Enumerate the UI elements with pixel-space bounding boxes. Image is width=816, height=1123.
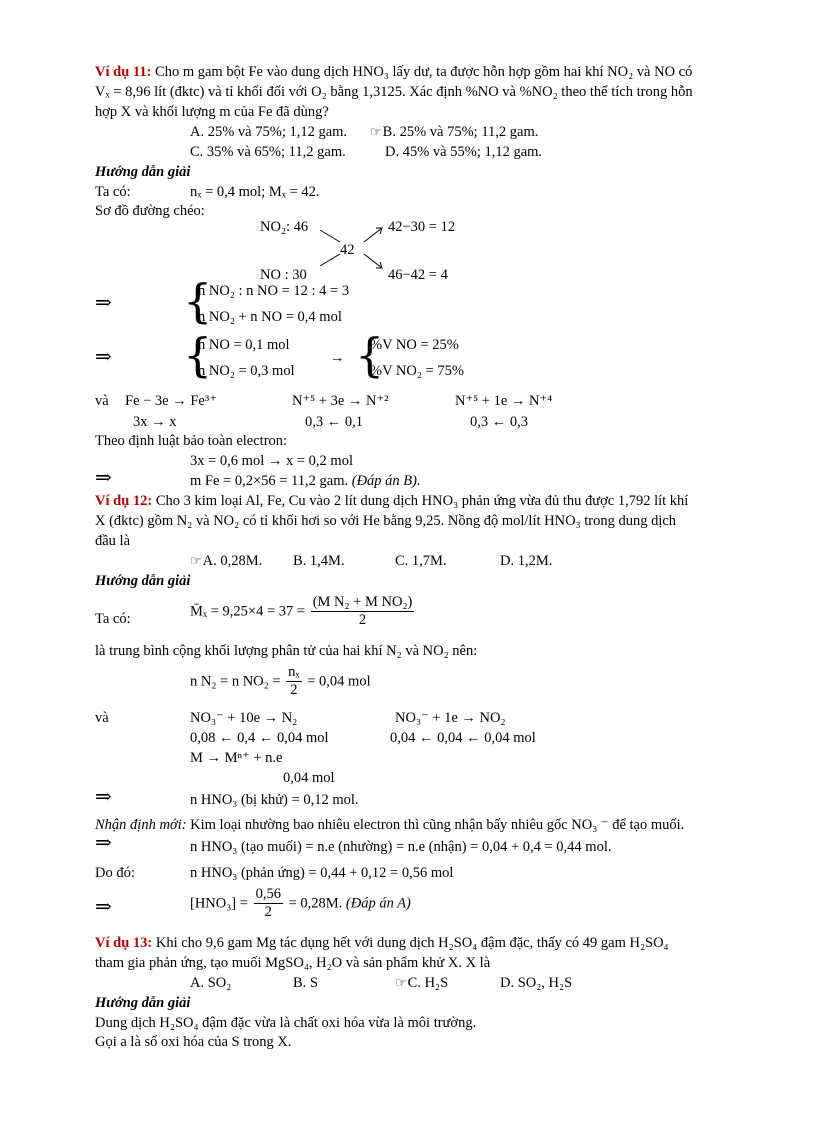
reaction-fe-moles: 3x → x: [133, 414, 177, 430]
half-reaction-n2-moles: 0,08 ← 0,4 ← 0,04 mol: [190, 730, 329, 746]
system-3-line-2: %V NO₂ = 75%: [370, 363, 464, 379]
example-13-option-a: A. SO₂: [190, 975, 232, 991]
reaction-n2-moles: 0,3 ← 0,1: [305, 414, 363, 430]
example-11-option-b: ☞B. 25% và 75%; 11,2 gam.: [370, 124, 539, 140]
answer-pointer-icon: ☞: [370, 124, 382, 139]
example-11-ta-co: Ta có:: [95, 184, 131, 200]
example-11-question-line-1: Ví dụ 11: Cho m gam bột Fe vào dung dịch HNO₃ lấy dư, ta được hỗn hợp gồm hai khí NO₂ và NO có: [95, 64, 693, 80]
example-12-label: Ví dụ 12:: [95, 493, 153, 509]
example-13-question-line-1: Ví dụ 13: Khi cho 9,6 gam Mg tác dụng hết với dung dịch H₂SO₄ đậm đặc, thấy có 49 gam H₂SO₄: [95, 935, 669, 951]
implies-arrow: ⇒: [95, 832, 112, 854]
hno3-salt: n HNO₃ (tạo muối) = n.e (nhường) = n.e (nhận) = 0,04 + 0,4 = 0,44 mol.: [190, 839, 612, 855]
example-13-line-1: Dung dịch H₂SO₄ đậm đặc vừa là chất oxi hóa vừa là môi trường.: [95, 1015, 477, 1031]
half-reaction-n2: NO₃⁻ + 10e → N₂: [190, 710, 298, 726]
example-13-question-line-2: tham gia phản ứng, tạo muối MgSO₄, H₂O và sản phẩm khử X. X là: [95, 955, 491, 971]
hno3-concentration: [HNO₃] = $\frac{0,56}{2}$ = 0,28M. (Đáp án A): [190, 886, 411, 920]
hno3-total: n HNO₃ (phản ứng) = 0,44 + 0,12 = 0,56 mol: [190, 865, 454, 881]
brace-system-2: {: [183, 328, 213, 382]
example-11-option-d: D. 45% và 55%; 1,12 gam.: [385, 144, 543, 160]
example-12-option-b: B. 1,4M.: [293, 553, 345, 569]
answer-pointer-icon: ☞: [190, 553, 202, 568]
system-3-line-1: %V NO = 25%: [370, 337, 459, 353]
diagram-cross-arrows: [318, 224, 388, 274]
diagram-result-1: 42−30 = 12: [388, 219, 456, 235]
example-13-option-c: ☞C. H₂S: [395, 975, 449, 991]
hno3-reduced: n HNO₃ (bị khử) = 0,12 mol.: [190, 792, 359, 808]
example-11-question-line-3: hợp X và khối lượng m của Fe đã dùng?: [95, 104, 329, 120]
example-11-option-c: C. 35% và 65%; 11,2 gam.: [190, 144, 346, 160]
moles-n2-no2: n N₂ = n NO₂ = $\frac{\text{nₓ}}{2}$ = 0,04 mol: [190, 664, 371, 698]
diagram-result-2: 46−42 = 4: [388, 267, 448, 283]
mean-mass-fraction: $\frac{\text{(M N₂ + M NO₂)}}{2}$: [312, 594, 413, 628]
system-1-line-1: n NO₂ : n NO = 12 : 4 = 3: [198, 283, 350, 299]
diagram-center: 42: [340, 242, 355, 258]
implies-arrow: ⇒: [95, 896, 112, 918]
reaction-n4-moles: 0,3 ← 0,3: [470, 414, 528, 430]
implies-small-arrow: →: [330, 350, 345, 366]
system-2-line-2: n NO₂ = 0,3 mol: [198, 363, 295, 379]
example-11-given: nₓ = 0,4 mol; Mₓ = 42.: [190, 184, 320, 200]
reaction-fe: Fe − 3e → Fe³⁺: [125, 393, 217, 409]
implies-arrow: ⇒: [95, 292, 112, 314]
example-13-guide-heading: Hướng dẫn giải: [95, 995, 191, 1011]
new-insight: Nhận định mới: Kim loại nhường bao nhiêu electron thì cũng nhận bấy nhiêu gốc NO₃ ⁻ để tạo muối.: [95, 817, 685, 833]
half-reaction-no2: NO₃⁻ + 1e → NO₂: [395, 710, 506, 726]
diagram-no: NO : 30: [260, 267, 307, 283]
system-2-line-1: n NO = 0,1 mol: [198, 337, 290, 353]
mean-mass-equation: M̄ₓ = 9,25×4 = 37 = $\frac{\text{(M N₂ + M NO₂)}}{2}$: [190, 594, 413, 628]
brace-system-3: {: [355, 328, 385, 382]
conservation-law: Theo định luật bảo toàn electron:: [95, 433, 288, 449]
average-explanation: là trung bình cộng khối lượng phân tử của hai khí N₂ và NO₂ nên:: [95, 643, 478, 659]
implies-arrow: ⇒: [95, 346, 112, 368]
example-11-label: Ví dụ 11:: [95, 64, 152, 80]
example-12-option-a: ☞A. 0,28M.: [190, 553, 263, 569]
example-13-option-d: D. SO₂, H₂S: [500, 975, 573, 991]
example-13-option-b: B. S: [293, 975, 318, 991]
reaction-n4: N⁺⁵ + 1e → N⁺⁴: [455, 393, 553, 409]
reaction-n2: N⁺⁵ + 3e → N⁺²: [292, 393, 389, 409]
example-12-question-line-1: Ví dụ 12: Cho 3 kim loại Al, Fe, Cu vào 2 lít dung dịch HNO₃ phản ứng vừa đủ thu được 1,792 lít khí: [95, 493, 689, 509]
brace-system-1: {: [183, 274, 213, 328]
example-11-question-line-2: Vₓ = 8,96 lít (đktc) và tỉ khối đối với O₂ bằng 1,3125. Xác định %NO và %NO₂ theo thể tích trong hỗn: [95, 84, 693, 100]
example-12-question-line-2: X (đktc) gồm N₂ và NO₂ có tỉ khối hơi so với He bằng 9,25. Nồng độ mol/lít HNO₃ trong dung dịch: [95, 513, 677, 529]
example-12-option-c: C. 1,7M.: [395, 553, 447, 569]
implies-arrow: ⇒: [95, 786, 112, 808]
example-12-question-line-3: đầu là: [95, 533, 131, 549]
example-11-option-a: A. 25% và 75%; 1,12 gam.: [190, 124, 348, 140]
example-12-option-d: D. 1,2M.: [500, 553, 553, 569]
va-label: và: [95, 710, 109, 726]
mass-fe: m Fe = 0,2×56 = 11,2 gam. (Đáp án B).: [190, 473, 421, 489]
example-11-diagram-title: Sơ đồ đường chéo:: [95, 203, 205, 219]
implies-arrow: ⇒: [95, 467, 112, 489]
example-12-guide-heading: Hướng dẫn giải: [95, 573, 191, 589]
answer-pointer-icon: ☞: [395, 975, 407, 990]
va-label: và: [95, 393, 109, 409]
diagram-no2: NO₂: 46: [260, 219, 309, 235]
metal-oxidation: M → Mⁿ⁺ + n.e: [190, 750, 283, 766]
example-11-guide-heading: Hướng dẫn giải: [95, 164, 191, 180]
half-reaction-no2-moles: 0,04 ← 0,04 ← 0,04 mol: [390, 730, 536, 746]
equation-x: 3x = 0,6 mol → x = 0,2 mol: [190, 453, 353, 469]
system-1-line-2: n NO₂ + n NO = 0,4 mol: [198, 309, 342, 325]
therefore-label: Do đó:: [95, 865, 135, 881]
example-13-label: Ví dụ 13:: [95, 935, 153, 951]
example-12-ta-co: Ta có:: [95, 611, 131, 627]
metal-electron-moles: 0,04 mol: [283, 770, 335, 786]
example-13-line-2: Gọi a là số oxi hóa của S trong X.: [95, 1034, 292, 1050]
